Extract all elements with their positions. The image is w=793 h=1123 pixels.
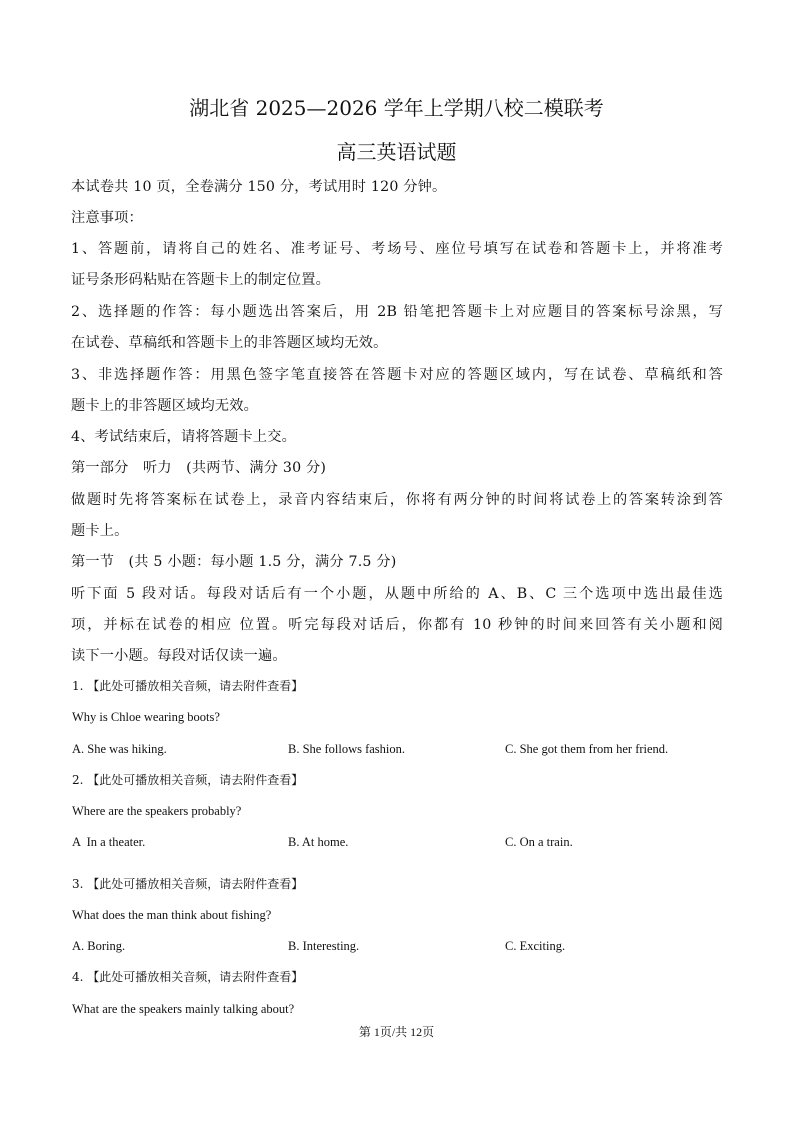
part1-heading: 第一部分 听力 (共两节、满分 30 分) — [71, 460, 327, 476]
question-1-option-c: C. She got them from her friend. — [505, 742, 669, 756]
question-1-audio-note: 1. 【此处可播放相关音频，请去附件查看】 — [72, 679, 304, 693]
question-1-stem: Why is Chloe wearing boots? — [72, 710, 220, 724]
section1-instruction-line-1: 听下面 5 段对话。每段对话后有一个小题，从题中所给的 A、B、C 三个选项中选出最佳选 — [71, 586, 723, 602]
question-2-stem: Where are the speakers probably? — [72, 804, 242, 818]
question-1-option-b: B. She follows fashion. — [288, 742, 406, 756]
question-3-audio-note: 3. 【此处可播放相关音频，请去附件查看】 — [72, 877, 304, 891]
question-4-stem: What are the speakers mainly talking about? — [72, 1002, 295, 1016]
question-4-audio-note: 4. 【此处可播放相关音频，请去附件查看】 — [72, 970, 304, 984]
section1-heading: 第一节 (共 5 小题：每小题 1.5 分，满分 7.5 分) — [71, 554, 397, 570]
question-2-audio-note: 2. 【此处可播放相关音频，请去附件查看】 — [72, 773, 304, 787]
question-2-option-a: A In a theater. — [72, 835, 146, 849]
notice-title: 注意事项： — [71, 210, 143, 226]
notice-3-line-1: 3、非选择题作答：用黑色签字笔直接答在答题卡对应的答题区域内，写在试卷、草稿纸和答 — [71, 367, 723, 383]
question-3-stem: What does the man think about fishing? — [72, 908, 272, 922]
notice-3-line-2: 题卡上的非答题区域均无效。 — [71, 398, 259, 414]
notice-2-line-2: 在试卷、草稿纸和答题卡上的非答题区域均无效。 — [71, 335, 388, 351]
question-2-option-c: C. On a train. — [505, 835, 573, 849]
notice-1-line-2: 证号条形码粘贴在答题卡上的制定位置。 — [71, 272, 330, 288]
notice-1-line-1: 1、答题前，请将自己的姓名、准考证号、考场号、座位号填写在试卷和答题卡上，并将准考 — [71, 241, 723, 257]
question-3-option-b: B. Interesting. — [288, 939, 360, 953]
exam-title: 湖北省 2025—2026 学年上学期八校二模联考 — [189, 96, 604, 120]
notice-2-line-1: 2、选择题的作答：每小题选出答案后，用 2B 铅笔把答题卡上对应题目的答案标号涂黑，写 — [71, 304, 723, 320]
question-1-option-a: A. She was hiking. — [72, 742, 167, 756]
question-3-option-c: C. Exciting. — [505, 939, 566, 953]
part1-instruction-line-2: 题卡上。 — [71, 523, 129, 539]
part1-instruction-line-1: 做题时先将答案标在试卷上，录音内容结束后，你将有两分钟的时间将试卷上的答案转涂到答 — [71, 492, 723, 508]
section1-instruction-line-2: 项，并标在试卷的相应 位置。听完每段对话后，你都有 10 秒钟的时间来回答有关小题和阅 — [71, 617, 723, 633]
page-number: 第 1页/共 12页 — [358, 1025, 435, 1039]
notice-4: 4、考试结束后，请将答题卡上交。 — [71, 429, 297, 445]
question-2-option-b: B. At home. — [288, 835, 349, 849]
section1-instruction-line-3: 读下一小题。每段对话仅读一遍。 — [71, 648, 287, 664]
question-3-option-a: A. Boring. — [72, 939, 126, 953]
exam-intro-line: 本试卷共 10 页，全卷满分 150 分，考试用时 120 分钟。 — [71, 179, 447, 195]
exam-subject-title: 高三英语试题 — [336, 140, 457, 164]
